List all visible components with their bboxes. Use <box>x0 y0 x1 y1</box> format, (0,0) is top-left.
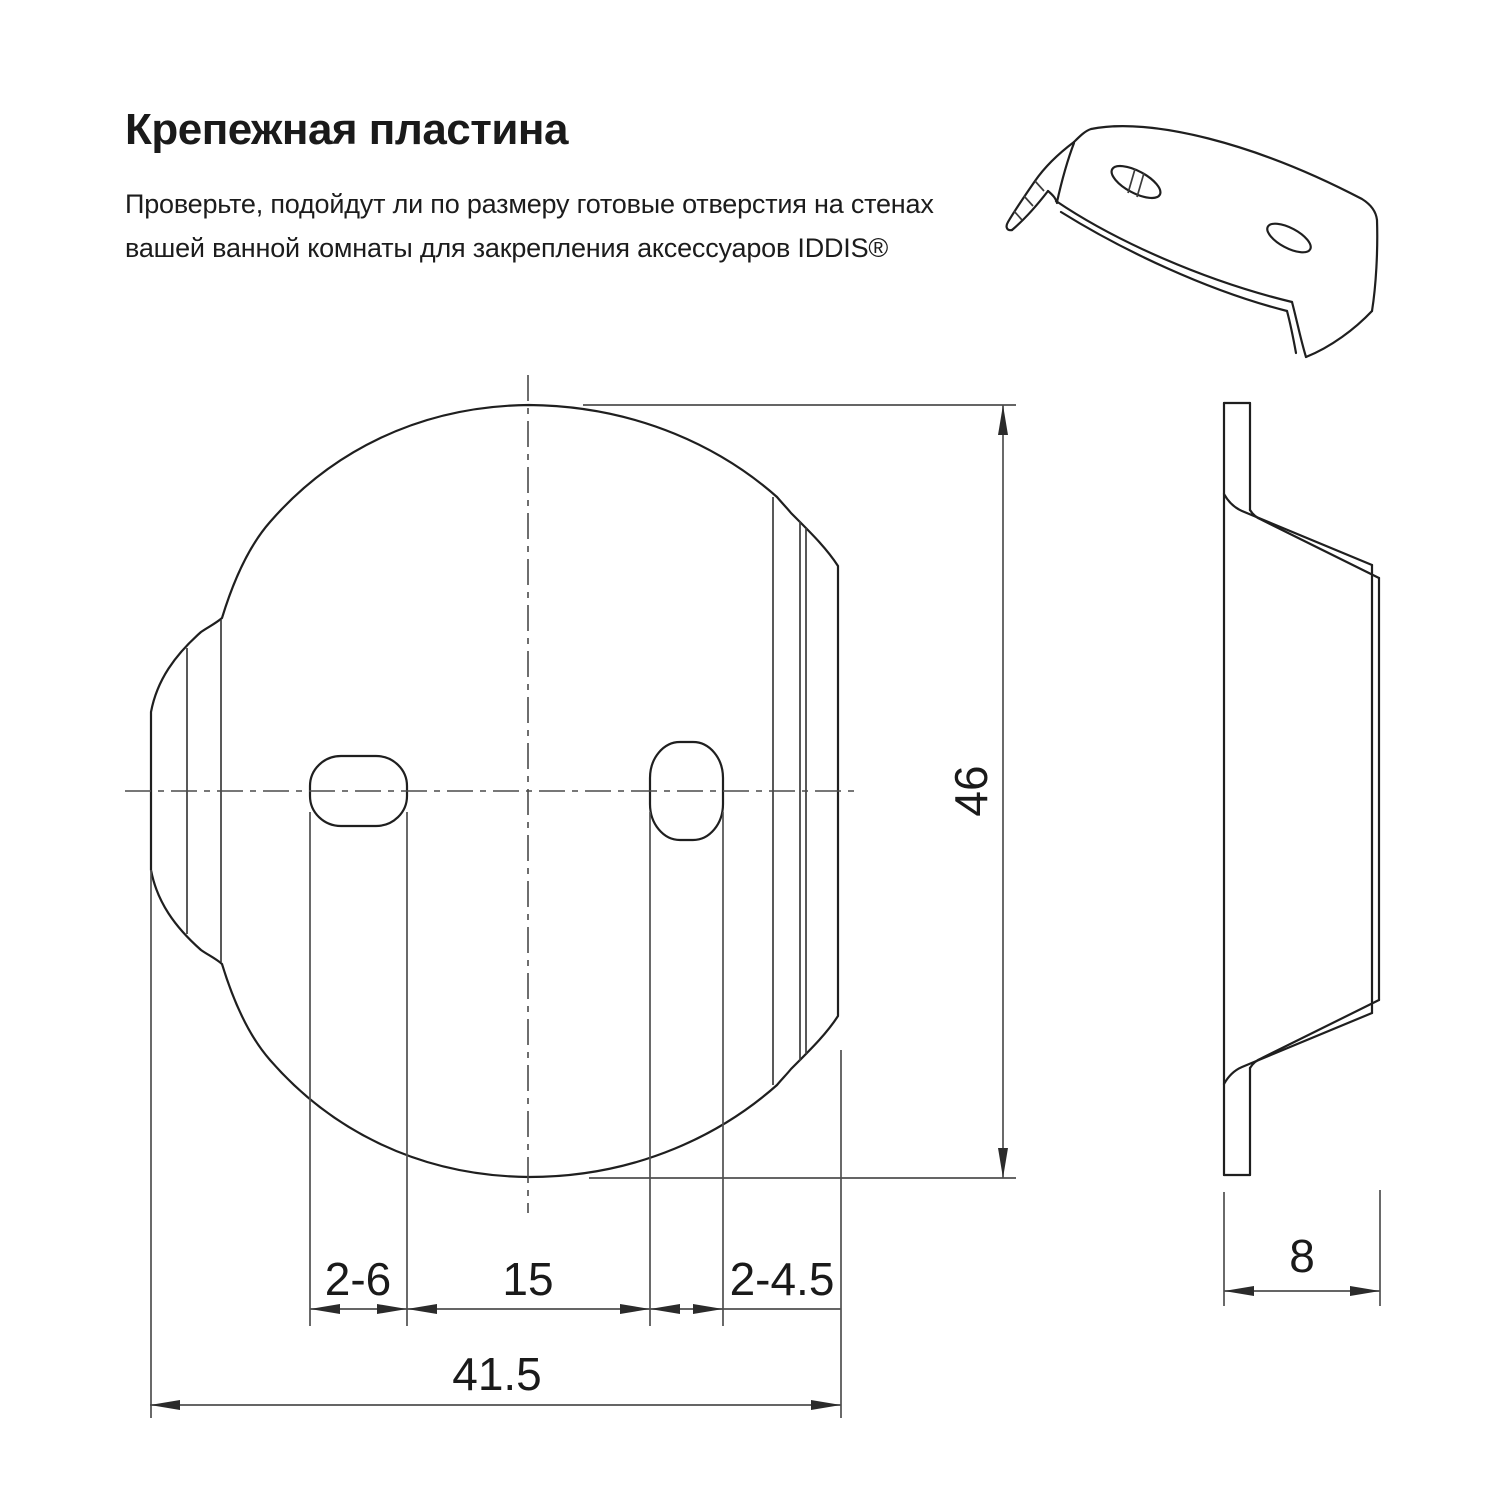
iso-left-tab-crease <box>1057 143 1074 202</box>
iso-tab-facet-3 <box>1014 211 1022 220</box>
description-line-2: вашей ванной комнаты для закрепления аксессуаров IDDIS® <box>125 233 889 264</box>
arrowhead <box>620 1304 650 1314</box>
arrowhead <box>150 1400 180 1410</box>
iso-hole-right <box>1263 218 1315 258</box>
side-view <box>1224 403 1379 1175</box>
side-bend-top-inner <box>1250 510 1379 578</box>
arrowhead <box>998 405 1008 435</box>
side-bend-bottom-outer <box>1224 1013 1372 1084</box>
front-view <box>125 375 858 1213</box>
iso-tab-facet-1 <box>1035 181 1044 191</box>
arrowhead <box>998 1148 1008 1178</box>
dim-between-holes-label: 15 <box>502 1253 554 1305</box>
side-bend-bottom-inner <box>1250 1000 1379 1068</box>
iso-front-rim-outer <box>1056 201 1292 302</box>
iso-wall-bottom-edge <box>1306 311 1372 357</box>
arrowhead <box>377 1304 407 1314</box>
iso-hole-left-facet-2 <box>1137 173 1144 197</box>
arrowhead <box>310 1304 340 1314</box>
arrowhead <box>407 1304 437 1314</box>
iso-hole-left-facet-1 <box>1128 169 1135 193</box>
dim-plate-depth-label: 8 <box>1289 1230 1315 1282</box>
dimension-annotations <box>150 405 1380 1418</box>
arrowhead <box>650 1304 680 1314</box>
page-title: Крепежная пластина <box>125 105 568 154</box>
iso-left-tab-inner-edge <box>1012 191 1048 230</box>
iso-front-rim-inner <box>1061 212 1287 311</box>
arrowhead <box>1350 1286 1380 1296</box>
iso-tab-facet-2 <box>1024 196 1033 206</box>
side-bend-top-outer <box>1224 494 1372 565</box>
dim-plate-width-label: 41.5 <box>452 1348 542 1400</box>
description-line-1: Проверьте, подойдут ли по размеру готовые отверстия на стенах <box>125 189 934 220</box>
dim-hole-right-width-label: 2-4.5 <box>729 1253 835 1305</box>
arrowhead <box>693 1304 723 1314</box>
iso-hole-left <box>1107 160 1165 205</box>
iso-left-tab-bend <box>1048 191 1057 203</box>
dim-plate-height-label: 46 <box>945 765 997 817</box>
dim-hole-left-width-label: 2-6 <box>324 1253 392 1305</box>
iso-wall-left-cap-inner <box>1287 311 1296 353</box>
arrowhead <box>1224 1286 1254 1296</box>
isometric-view <box>1007 126 1378 357</box>
arrowhead <box>811 1400 841 1410</box>
